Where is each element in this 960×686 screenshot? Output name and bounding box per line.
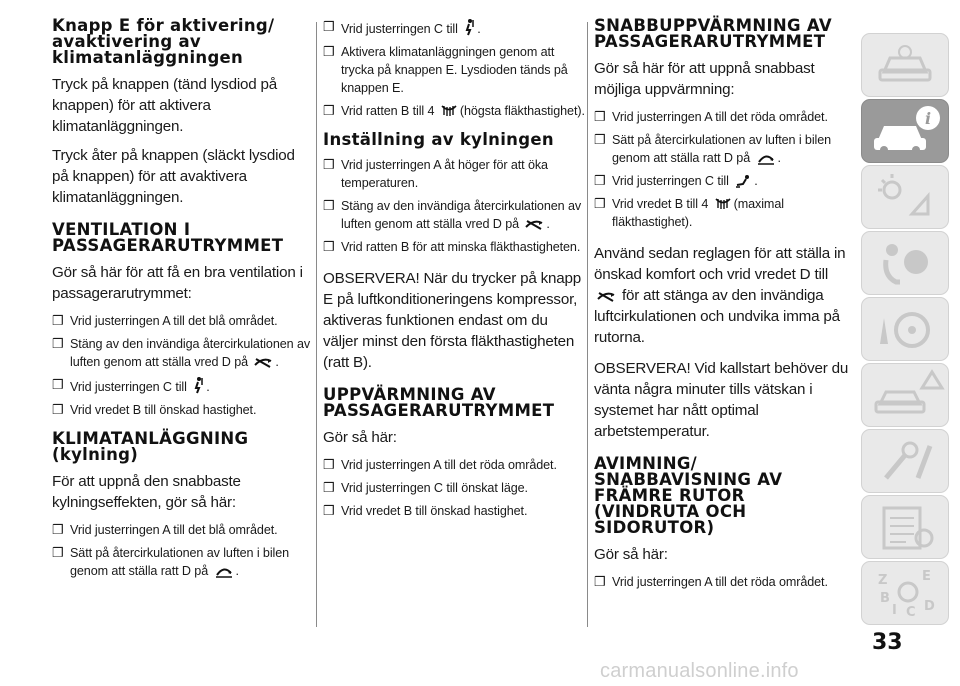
car-info-icon	[862, 100, 948, 162]
heading-avimning: AVIMNING/ SNABBAVISNING AV FRÄMRE RUTOR (VINDRUTA OCH SIDORUTOR)	[594, 454, 783, 537]
step-list	[323, 456, 585, 520]
svg-text:C: C	[906, 605, 916, 620]
step-list	[323, 18, 585, 120]
tab-technical-data[interactable]	[861, 495, 949, 559]
airbag-passenger-icon	[862, 232, 948, 294]
airflow-face-icon	[463, 18, 475, 36]
fan-max-icon	[714, 197, 732, 211]
column-2	[323, 18, 585, 532]
svg-text:B: B	[880, 591, 890, 606]
svg-text:I: I	[892, 603, 897, 618]
list-item: ❒ Vrid justerringen C till .	[52, 377, 210, 394]
column-3	[594, 18, 856, 603]
list-item: ❒ Vrid justerringen C till önskat läge.	[323, 480, 528, 495]
list-item: ❒ Vrid justerringen A till det blå området.	[52, 522, 278, 537]
specifications-icon	[862, 496, 948, 558]
lights-warning-icon	[862, 166, 948, 228]
step-list	[323, 156, 585, 256]
paragraph: Gör så här:	[594, 546, 668, 563]
car-dashboard-icon	[862, 34, 948, 96]
list-item: ❒ Vrid justerringen A till det röda området.	[323, 457, 557, 472]
airflow-feet-icon	[734, 174, 752, 188]
heading-uppvarmning: UPPVÄRMNING AV PASSAGERARUTRYMMET	[323, 385, 555, 420]
observera-paragraph: OBSERVERA! Vid kallstart behöver du vänta några minuter tills vätskan i systemet har nått optimal arbetstemperatur.	[594, 360, 849, 440]
list-item: ❒ Vrid ratten B till 4 (högsta fläkthastighet).	[323, 103, 585, 118]
heading-knapp-e: Knapp E för aktivering/ avaktivering av klimatanläggningen	[52, 16, 275, 67]
list-item: ❒ Vrid vredet B till 4 (maximal fläkthastighet).	[594, 196, 784, 229]
recirculation-off-icon	[596, 289, 616, 303]
list-item: ❒ Sätt på återcirkulationen av luften i bilen genom att ställa ratt D på .	[52, 545, 290, 578]
svg-text:D: D	[924, 599, 935, 614]
index-alphabet-icon	[862, 562, 948, 624]
paragraph: Använd sedan reglagen för att ställa in önskad komfort och vrid vredet D till för att stänga av den invändiga luftcirkulationen och undvika imma på rutorna.	[594, 245, 846, 346]
paragraph: Gör så här:	[323, 429, 397, 446]
car-warning-icon	[862, 364, 948, 426]
airflow-face-icon	[192, 376, 204, 394]
column-divider	[587, 22, 588, 627]
step-list	[52, 312, 314, 419]
tab-emergency[interactable]	[861, 363, 949, 427]
list-item: ❒ Vrid ratten B för att minska fläkthastigheten.	[323, 239, 581, 254]
heading-ventilation: VENTILATION I PASSAGERARUTRYMMET	[52, 220, 284, 255]
recirculation-on-icon	[214, 564, 234, 578]
list-item: ❒ Vrid justerringen A åt höger för att öka temperaturen.	[323, 157, 548, 190]
column-divider	[316, 22, 317, 627]
paragraph: Tryck åter på knappen (släckt lysdiod på knappen) för att avaktivera klimatanläggningen.	[52, 147, 295, 206]
list-item: ❒ Sätt på återcirkulationen av luften i bilen genom att ställa ratt D på .	[594, 132, 832, 165]
list-item: ❒ Vrid justerringen A till det röda området.	[594, 109, 828, 124]
watermark: carmanualsonline.info	[600, 660, 799, 682]
tab-lights-warning[interactable]	[861, 165, 949, 229]
observera-paragraph: OBSERVERA! När du trycker på knapp E på luftkonditioneringens kompressor, aktiveras funktionen endast om du väljer minst den första fläkthastigheten (ratt B).	[323, 270, 581, 371]
list-item: ❒ Vrid justerringen C till .	[594, 173, 758, 188]
tab-index[interactable]	[861, 561, 949, 625]
list-item: ❒ Stäng av den invändiga återcirkulationen av luften genom att ställa vred D på .	[323, 198, 582, 231]
heading-installning: Inställning av kylningen	[323, 130, 554, 149]
list-item: ❒ Stäng av den invändiga återcirkulationen av luften genom att ställa vred D på .	[52, 336, 311, 369]
list-item: ❒ Vrid justerringen A till det röda området.	[594, 574, 828, 589]
paragraph: För att uppnå den snabbaste kylningseffekten, gör så här:	[52, 473, 241, 511]
step-list	[594, 573, 856, 591]
tab-safety[interactable]	[861, 231, 949, 295]
heading-klimatanlaggning: KLIMATANLÄGGNING (kylning)	[52, 429, 249, 464]
tab-maintenance[interactable]	[861, 429, 949, 493]
page-number: 33	[872, 630, 903, 655]
tab-dashboard[interactable]	[861, 33, 949, 97]
step-list	[52, 521, 314, 580]
tab-driving[interactable]	[861, 297, 949, 361]
paragraph: Gör så här för att uppnå snabbast möjliga uppvärmning:	[594, 60, 815, 98]
tab-car-info[interactable]	[861, 99, 949, 163]
svg-text:i: i	[925, 109, 932, 128]
list-item: ❒ Vrid justerringen A till det blå området.	[52, 313, 278, 328]
tools-icon	[862, 430, 948, 492]
recirculation-off-icon	[524, 217, 544, 231]
paragraph: Tryck på knappen (tänd lysdiod på knappen) för att aktivera klimatanläggningen.	[52, 76, 278, 135]
svg-text:Z: Z	[878, 573, 888, 588]
svg-text:E: E	[922, 569, 931, 584]
column-1	[52, 18, 314, 592]
list-item: ❒ Vrid vredet B till önskad hastighet.	[323, 503, 528, 518]
list-item: ❒ Vrid vredet B till önskad hastighet.	[52, 402, 257, 417]
recirculation-off-icon	[253, 355, 273, 369]
heading-snabbuppvarmning: SNABBUPPVÄRMNING AV PASSAGERARUTRYMMET	[594, 16, 832, 51]
list-item: ❒ Aktivera klimatanläggningen genom att trycka på knappen E. Lysdioden tänds på knappen E.	[323, 44, 568, 95]
fan-max-icon	[440, 104, 458, 118]
step-list	[594, 108, 856, 231]
list-item: ❒ Vrid justerringen C till .	[323, 19, 481, 36]
paragraph: Gör så här för att få en bra ventilation i passagerarutrymmet:	[52, 264, 303, 302]
steering-wheel-icon	[862, 298, 948, 360]
recirculation-on-icon	[756, 151, 776, 165]
